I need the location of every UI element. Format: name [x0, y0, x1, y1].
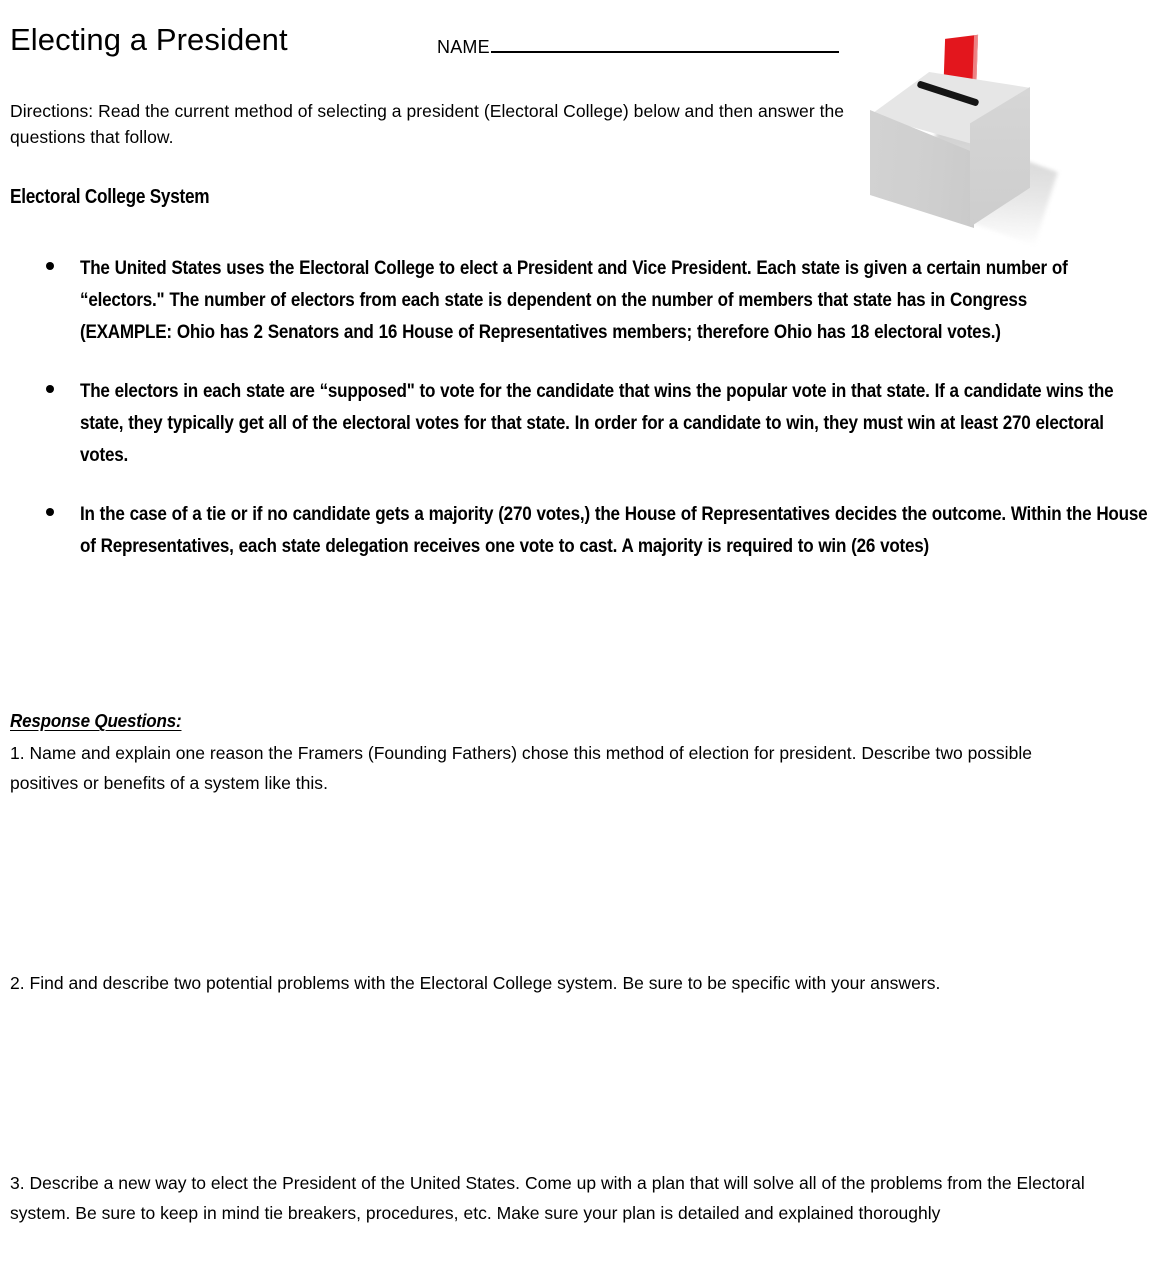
- question-3: 3. Describe a new way to elect the President of the United States. Come up with a plan that will solve all of the problems from the Electoral system. Be sure to keep in mind tie breakers, procedures, etc. Make sure your plan is detailed and explained thoroughly: [10, 1173, 1085, 1223]
- name-blank-line[interactable]: [491, 36, 839, 53]
- list-item: [0, 498, 1155, 562]
- bullet-text: The electors in each state are “supposed" to vote for the candidate that wins the popular vote in that state. If a candidate wins the state, they typically get all of the electoral votes for that state. In order for a candidate to win, they must win at least 270 electoral votes.: [80, 380, 1114, 466]
- section-heading: Electoral College System: [10, 186, 210, 208]
- bullet-dot-icon: [46, 262, 54, 270]
- bullet-dot-icon: [46, 508, 54, 516]
- directions-text: Directions: Read the current method of selecting a president (Electoral College) below and then answer the questions that follow.: [10, 101, 845, 147]
- bullet-text: In the case of a tie or if no candidate gets a majority (270 votes,) the House of Representatives decides the outcome. Within the House of Representatives, each state delegation receives one vote to cast. A majority is required to win (26 votes): [80, 503, 1148, 557]
- bullet-list: [0, 252, 1155, 589]
- question-2: 2. Find and describe two potential problems with the Electoral College system. Be sure to be specific with your answers.: [10, 973, 941, 993]
- bullet-dot-icon: [46, 385, 54, 393]
- list-item: [0, 252, 1155, 348]
- page-title: Electing a President: [10, 22, 288, 57]
- name-label: NAME: [437, 37, 490, 57]
- question-1: 1. Name and explain one reason the Framers (Founding Fathers) chose this method of election for president. Describe two possible positives or benefits of a system like this.: [10, 743, 1032, 793]
- ballot-box-icon: [866, 18, 1066, 238]
- list-item: [0, 375, 1155, 471]
- bullet-text: The United States uses the Electoral College to elect a President and Vice President. Each state is given a certain number of “electors." The number of electors from each state is dependent on the number of members that state has in Congress (EXAMPLE: Ohio has 2 Senators and 16 House of Representatives members; therefore Ohio has 18 electoral votes.): [80, 257, 1068, 343]
- name-field[interactable]: [437, 36, 839, 58]
- response-questions-heading: Response Questions:: [10, 710, 182, 731]
